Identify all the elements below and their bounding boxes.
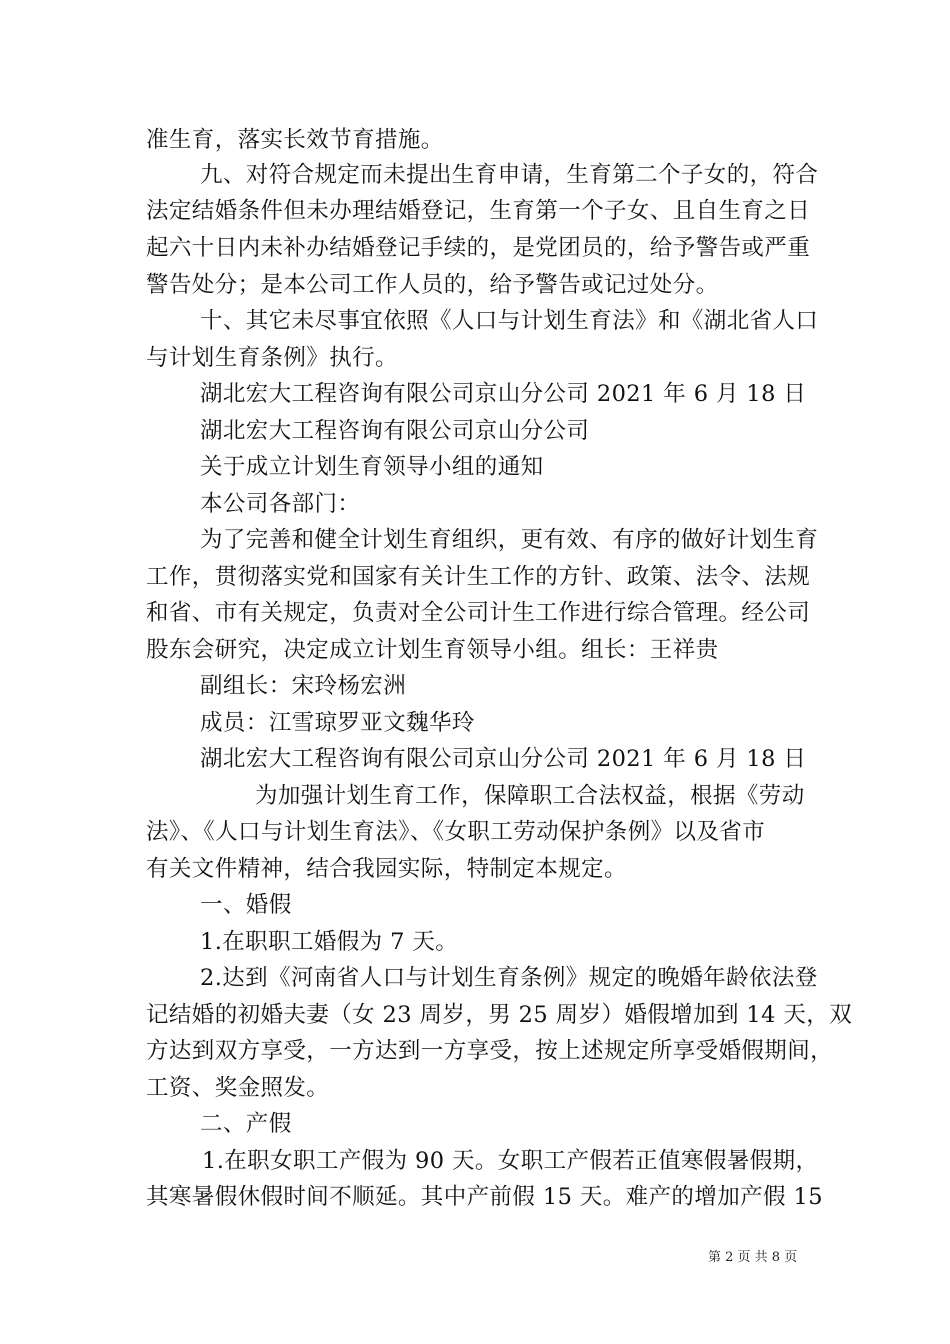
- text-line: 与计划生育条例》执行。: [146, 345, 398, 371]
- signature-date-line: 湖北宏大工程咨询有限公司京山分公司 2021 年 6 月 18 日: [200, 746, 807, 772]
- text-line: 1.在职职工婚假为 7 天。: [200, 929, 459, 955]
- text-line: 1.在职女职工产假为 90 天。女职工产假若正值寒假暑假期，: [202, 1148, 819, 1174]
- page-number-footer: 第 2 页 共 8 页: [708, 1250, 798, 1265]
- text-line: 九、对符合规定而未提出生育申请，生育第二个子女的，符合: [200, 162, 819, 188]
- signature-date-line: 湖北宏大工程咨询有限公司京山分公司 2021 年 6 月 18 日: [200, 381, 807, 407]
- text-line: 有关文件精神，结合我园实际，特制定本规定。: [146, 856, 627, 882]
- text-line: 十、其它未尽事宜依照《人口与计划生育法》和《湖北省人口: [200, 308, 819, 334]
- text-line: 为加强计划生育工作，保障职工合法权益，根据《劳动: [255, 783, 805, 809]
- salutation-line: 本公司各部门：: [200, 491, 361, 517]
- text-line: 和省、市有关规定，负责对全公司计生工作进行综合管理。经公司: [146, 600, 811, 626]
- text-line: 起六十日内未补办结婚登记手续的，是党团员的，给予警告或严重: [146, 235, 811, 261]
- text-line: 2.达到《河南省人口与计划生育条例》规定的晚婚年龄依法登: [200, 965, 818, 991]
- text-line: 为了完善和健全计划生育组织，更有效、有序的做好计划生育: [200, 527, 819, 553]
- text-line: 工作，贯彻落实党和国家有关计生工作的方针、政策、法令、法规: [146, 564, 811, 590]
- text-line: 其寒暑假休假时间不顺延。其中产前假 15 天。难产的增加产假 15: [146, 1184, 823, 1210]
- text-line: 警告处分；是本公司工作人员的，给予警告或记过处分。: [146, 272, 719, 298]
- text-line: 成员：江雪琼罗亚文魏华玲: [200, 710, 475, 736]
- text-line: 记结婚的初婚夫妻（女 23 周岁，男 25 周岁）婚假增加到 14 天，双: [146, 1002, 853, 1028]
- text-line: 股东会研究，决定成立计划生育领导小组。组长：王祥贵: [146, 637, 719, 663]
- notice-title-line: 关于成立计划生育领导小组的通知: [200, 454, 544, 480]
- text-line: 方达到双方享受，一方达到一方享受，按上述规定所享受婚假期间，: [146, 1038, 834, 1064]
- text-line: 准生育，落实长效节育措施。: [146, 127, 444, 153]
- text-line: 法定结婚条件但未办理结婚登记，生育第一个子女、且自生育之日: [146, 198, 811, 224]
- company-name-line: 湖北宏大工程咨询有限公司京山分公司: [200, 418, 590, 444]
- text-line: 工资、奖金照发。: [146, 1075, 330, 1101]
- text-line: 法》、《人口与计划生育法》、《女职工劳动保护条例》以及省市: [146, 819, 766, 845]
- text-line: 副组长：宋玲杨宏洲: [200, 673, 407, 699]
- section-heading-line: 二、产假: [200, 1111, 292, 1137]
- section-heading-line: 一、婚假: [200, 892, 292, 918]
